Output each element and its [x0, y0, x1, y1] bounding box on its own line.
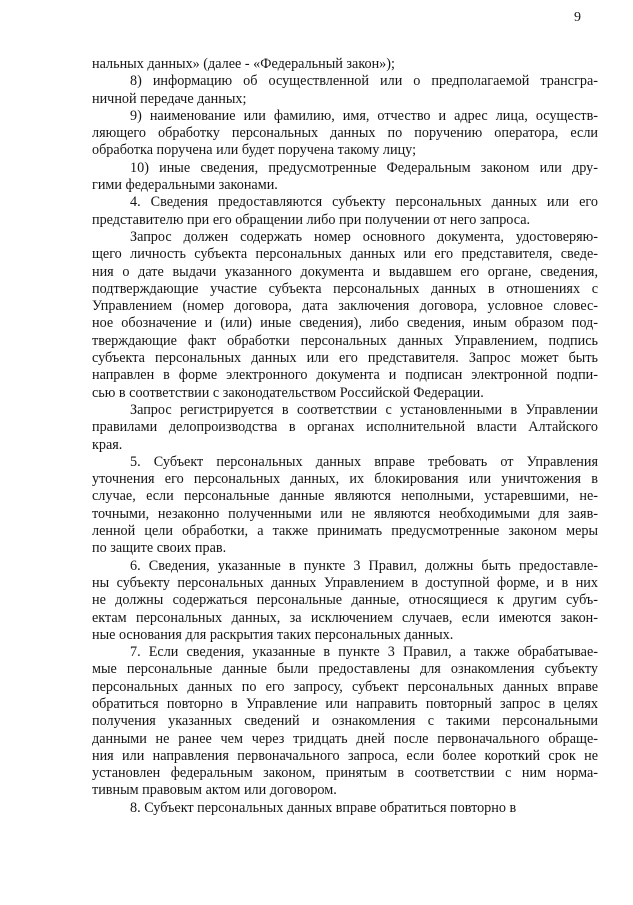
paragraph-p-intro [92, 56, 598, 73]
text-line: ные основания для раскрытия таких персональных данных. [92, 626, 454, 643]
text-line: представителю при его обращении либо при получении от него запроса. [92, 211, 531, 228]
text-line: 9) наименование или фамилию, имя, отчество и адрес лица, осуществ- [130, 107, 598, 124]
paragraph-p-5 [92, 454, 598, 558]
text-line: по защите своих прав. [92, 540, 227, 557]
text-line: Управлением (номер договора, дата заключения договора, условное словес- [92, 298, 598, 315]
text-line: уточнения его персональных данных, их блокирования или уничтожения в [92, 471, 598, 488]
text-line: точными, незаконно полученными или не являются необходимыми для заяв- [92, 505, 598, 522]
text-line: мые персональные данные были предоставлены для ознакомления субъекту [92, 661, 598, 678]
text-line: подтверждающие участие субъекта персональных данных в отношениях с [92, 280, 598, 297]
text-line: 5. Субъект персональных данных вправе требовать от Управления [130, 453, 598, 470]
text-line: тивным правовым актом или договором. [92, 782, 337, 799]
text-line: 4. Сведения предоставляются субъекту персональных данных или его [130, 194, 598, 211]
paragraph-p-item8 [92, 73, 598, 108]
paragraph-p-4 [92, 194, 598, 229]
paragraph-p-item9 [92, 108, 598, 160]
text-line: 8. Субъект персональных данных вправе обратиться повторно в [130, 799, 517, 816]
text-line: ния о дате выдачи указанного документа и выдавшем его органе, сведения, [92, 263, 598, 280]
text-line: ны субъекту персональных данных Управлением в доступной форме, и в них [92, 574, 598, 591]
paragraph-p-6 [92, 558, 598, 644]
text-line: ничной передаче данных; [92, 90, 247, 107]
text-line: получения указанных сведений и ознакомления с такими персональными [92, 713, 598, 730]
text-line: случае, если персональные данные являются неполными, устаревшими, не- [92, 488, 598, 505]
text-line: Запрос регистрируется в соответствии с установленными в Управлении [130, 401, 598, 418]
text-line: гими федеральными законами. [92, 177, 278, 194]
text-line: установлен федеральным законом, принятым в соответствии с ним норма- [92, 765, 598, 782]
text-line: сью в соответствии с законодательством Российской Федерации. [92, 384, 484, 401]
text-line: 7. Если сведения, указанные в пункте 3 Правил, а также обрабатывае- [130, 644, 598, 661]
text-line: ляющего обработку персональных данных по поручению оператора, если [92, 125, 598, 142]
paragraph-p-request [92, 229, 598, 402]
text-line: Запрос должен содержать номер основного документа, удостоверяю- [130, 228, 598, 245]
paragraph-p-8 [92, 800, 598, 817]
page-number: 9 [574, 10, 581, 25]
text-line: ектам персональных данных, за исключением случаев, если имеются закон- [92, 609, 598, 626]
text-line: 8) информацию об осуществленной или о предполагаемой трансгра- [130, 73, 598, 90]
text-line: 6. Сведения, указанные в пункте 3 Правил, должны быть предоставле- [130, 557, 598, 574]
paragraph-p-register [92, 402, 598, 454]
paragraph-p-7 [92, 644, 598, 800]
document-body [92, 56, 598, 817]
text-line: ное обозначение и (или) иные сведения), либо сведения, иным образом под- [92, 315, 598, 332]
text-line: ния или направления первоначального запроса, если более короткий срок не [92, 747, 598, 764]
text-line: направлен в форме электронного документа и подписан электронной подпи- [92, 367, 598, 384]
text-line: щего личность субъекта персональных данных или его представителя, сведе- [92, 246, 598, 263]
text-line: 10) иные сведения, предусмотренные Федеральным законом или дру- [130, 159, 598, 176]
text-line: не должны содержаться персональные данные, относящиеся к другим субъ- [92, 592, 598, 609]
text-line: обратиться повторно в Управление или направить повторный запрос в целях [92, 695, 598, 712]
paragraph-p-item10 [92, 160, 598, 195]
text-line: персональных данных по его запросу, субъект персональных данных вправе [92, 678, 598, 695]
text-line: края. [92, 436, 123, 453]
text-line: тверждающие факт обработки персональных данных Управлением, подпись [92, 332, 598, 349]
text-line: нальных данных» (далее - «Федеральный закон»); [92, 56, 395, 72]
text-line: обработка поручена или будет поручена такому лицу; [92, 142, 417, 159]
text-line: ленной цели обработки, а также принимать предусмотренные законом меры [92, 523, 598, 540]
text-line: субъекта персональных данных или его представителя. Запрос может быть [92, 350, 598, 367]
text-line: данными не ранее чем через тридцать дней после первоначального обраще- [92, 730, 598, 747]
text-line: правилами делопроизводства в органах исполнительной власти Алтайского [92, 419, 598, 436]
